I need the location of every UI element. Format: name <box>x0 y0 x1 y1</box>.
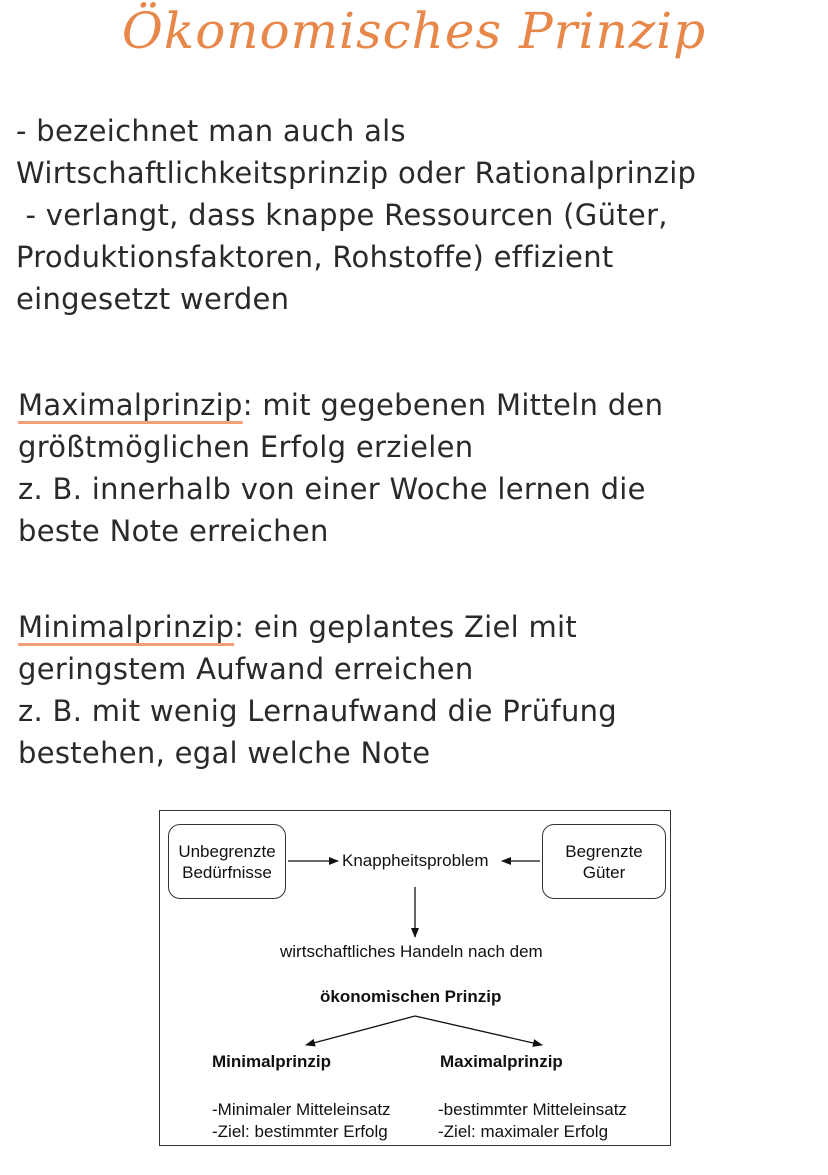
minimalprinzip-term: Minimalprinzip <box>18 610 235 644</box>
maximalprinzip-example: beste Note erreichen <box>18 514 329 548</box>
oekonomisches-prinzip-label: ökonomischen Prinzip <box>320 987 502 1006</box>
maximalprinzip-title: Maximalprinzip <box>440 1052 563 1071</box>
intro-line: eingesetzt werden <box>16 282 290 316</box>
list-item: -Ziel: maximaler Erfolg <box>438 1122 609 1141</box>
maximalprinzip-list <box>438 1099 627 1143</box>
maximalprinzip-line: größtmöglichen Erfolg erzielen <box>18 430 474 464</box>
box-label: Unbegrenzte <box>178 841 276 861</box>
intro-line: Wirtschaftlichkeitsprinzip oder Rationalprinzip <box>16 156 697 190</box>
box-label: Güter <box>582 862 626 882</box>
intro-line: - verlangt, dass knappe Ressourcen (Güter, <box>16 198 668 232</box>
handeln-label: wirtschaftliches Handeln nach dem <box>280 942 543 961</box>
knappheitsproblem-label: Knappheitsproblem <box>342 851 489 870</box>
list-item: -Minimaler Mitteleinsatz <box>212 1100 391 1119</box>
maximalprinzip-term: Maximalprinzip <box>18 388 243 422</box>
list-item: -bestimmter Mitteleinsatz <box>438 1100 627 1119</box>
minimalprinzip-title: Minimalprinzip <box>212 1052 331 1071</box>
page-title: Ökonomisches Prinzip <box>121 2 707 60</box>
economic-principle-diagram <box>159 810 671 1146</box>
minimalprinzip-section <box>18 606 818 774</box>
minimalprinzip-definition <box>18 606 818 648</box>
begrenzte-gueter-box <box>542 824 666 899</box>
maximalprinzip-definition <box>18 384 818 426</box>
maximalprinzip-section <box>18 384 818 552</box>
arrow-to-maximal <box>415 1016 542 1045</box>
box-label: Begrenzte <box>565 841 643 861</box>
unbegrenzte-beduerfnisse-box <box>168 824 286 899</box>
minimalprinzip-line: geringstem Aufwand erreichen <box>18 652 474 686</box>
minimalprinzip-def-text: : ein geplantes Ziel mit <box>234 610 578 644</box>
list-item: -Ziel: bestimmter Erfolg <box>212 1122 388 1141</box>
minimalprinzip-list <box>212 1099 391 1143</box>
minimalprinzip-example: bestehen, egal welche Note <box>18 736 431 770</box>
arrow-to-minimal <box>306 1016 415 1045</box>
intro-line: Produktionsfaktoren, Rohstoffe) effizient <box>16 240 614 274</box>
intro-text <box>16 110 816 320</box>
maximalprinzip-def-text: : mit gegebenen Mitteln den <box>242 388 664 422</box>
minimalprinzip-example: z. B. mit wenig Lernaufwand die Prüfung <box>18 694 618 728</box>
box-label: Bedürfnisse <box>182 862 272 882</box>
maximalprinzip-example: z. B. innerhalb von einer Woche lernen die <box>18 472 646 506</box>
intro-line: - bezeichnet man auch als <box>16 114 406 148</box>
